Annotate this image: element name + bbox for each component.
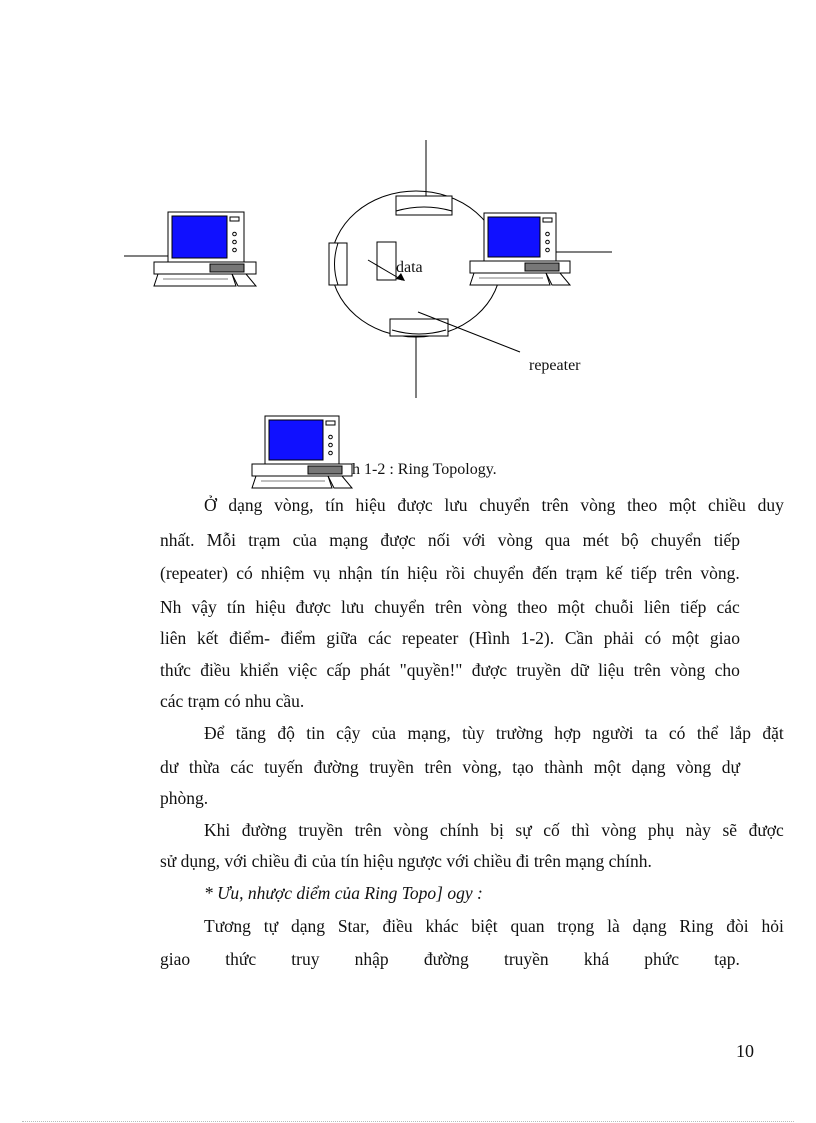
word: hiệu xyxy=(407,563,438,583)
word: dạng xyxy=(631,757,666,777)
word: điểm- xyxy=(229,628,270,648)
word: vòng xyxy=(580,495,616,515)
paragraph-line xyxy=(160,819,784,841)
word: Ring xyxy=(679,916,714,936)
word: chuyển xyxy=(374,597,425,617)
word: thức xyxy=(225,949,257,969)
word: chuỗi xyxy=(594,597,634,617)
word: được xyxy=(748,820,784,840)
word: vòng. xyxy=(700,563,740,583)
word: tiếp xyxy=(680,597,707,617)
section-heading: * Ưu, nhược diểm của Ring Topo] ogy : xyxy=(204,883,483,903)
word: có xyxy=(668,723,686,743)
word: nhiệm xyxy=(260,563,305,583)
word: được xyxy=(397,495,433,515)
word: khá xyxy=(583,949,610,969)
word: khác xyxy=(425,916,459,936)
word: duy xyxy=(757,495,784,515)
word: trọng xyxy=(557,916,595,936)
word: thừa xyxy=(188,757,220,777)
word: vụ xyxy=(312,563,331,583)
word: vòng xyxy=(497,530,533,550)
word: rồi xyxy=(445,563,466,583)
word: sự xyxy=(515,820,532,840)
word: với xyxy=(462,530,486,550)
word: tạp. xyxy=(714,949,740,969)
word: phát xyxy=(360,660,391,680)
word: thức xyxy=(160,660,191,680)
word: bộ xyxy=(621,530,639,550)
word: giữa xyxy=(326,628,358,648)
word: biệt xyxy=(471,916,498,936)
word: đến xyxy=(532,563,558,583)
word: Ở xyxy=(204,495,217,515)
word: thì xyxy=(571,820,590,840)
word: ta xyxy=(644,723,658,743)
ring-topology-diagram xyxy=(0,0,816,500)
computer-right-icon xyxy=(470,213,570,285)
word: hỏi xyxy=(761,916,784,936)
word: tin xyxy=(306,723,325,743)
word: trên xyxy=(665,563,693,583)
word: tùy xyxy=(462,723,485,743)
paragraph-line xyxy=(160,596,740,618)
word: trên xyxy=(541,495,569,515)
word: trên xyxy=(424,757,452,777)
word: tiếp xyxy=(630,563,657,583)
repeater-box-top xyxy=(396,196,452,215)
word: tiếp xyxy=(713,530,740,550)
word: tạo xyxy=(512,757,534,777)
computer-left-icon xyxy=(154,212,256,286)
word: đường xyxy=(423,949,469,969)
word: trên xyxy=(354,820,382,840)
word: vòng, xyxy=(274,495,314,515)
word: hiệu xyxy=(255,597,286,617)
word: có xyxy=(236,563,253,583)
word: nhất. xyxy=(160,530,195,550)
word: một xyxy=(671,628,700,648)
word: đường xyxy=(241,820,287,840)
paragraph-line xyxy=(160,659,740,681)
word: Nh xyxy=(160,597,182,617)
word: repeater xyxy=(401,628,459,648)
paragraph-line xyxy=(160,529,740,551)
word: người xyxy=(592,723,634,743)
word: các xyxy=(367,628,392,648)
word: lắp xyxy=(729,723,751,743)
word: tín xyxy=(325,495,344,515)
word: cho xyxy=(714,660,740,680)
word: giao xyxy=(709,628,740,648)
data-label: data xyxy=(396,259,423,276)
word: vòng xyxy=(676,757,712,777)
paragraph-line xyxy=(160,494,784,516)
word: hợp xyxy=(554,723,581,743)
word: hiệu xyxy=(355,495,386,515)
word: của xyxy=(371,723,397,743)
word: Tương xyxy=(204,916,251,936)
paragraph-line: các trạm có nhu cầu. xyxy=(160,691,305,711)
word: việc xyxy=(287,660,318,680)
word: "quyền!" xyxy=(399,660,463,680)
word: 1-2). xyxy=(520,628,555,648)
word: liên xyxy=(160,628,187,648)
word: Để xyxy=(204,723,225,743)
word: đòi xyxy=(726,916,749,936)
word: dữ xyxy=(570,660,589,680)
word: truy xyxy=(291,949,320,969)
word: chiều xyxy=(708,495,746,515)
word: là xyxy=(607,916,620,936)
word: Star, xyxy=(337,916,370,936)
word: có xyxy=(644,628,662,648)
word: cậy xyxy=(336,723,361,743)
word: nối xyxy=(427,530,451,550)
repeater-box-left xyxy=(329,243,347,285)
word: điều xyxy=(382,916,413,936)
word: trạm xyxy=(565,563,598,583)
word: tín xyxy=(226,597,246,617)
word: vòng, xyxy=(462,757,502,777)
word: tự xyxy=(263,916,279,936)
word: một xyxy=(669,495,697,515)
paragraph-line xyxy=(160,722,784,744)
word: vòng xyxy=(670,660,706,680)
word: chuyển xyxy=(650,530,702,550)
word: dạng xyxy=(228,495,263,515)
word: thành xyxy=(544,757,584,777)
word: được xyxy=(380,530,416,550)
word: nhập xyxy=(354,949,389,969)
word: dạng xyxy=(632,916,667,936)
word: điều xyxy=(200,660,231,680)
word: phụ xyxy=(647,820,675,840)
word: trạm xyxy=(248,530,281,550)
word: vòng xyxy=(393,820,429,840)
word: chuyển xyxy=(479,495,530,515)
word: cấp xyxy=(326,660,351,680)
paragraph-line: sử dụng, với chiều đi của tín hiệu ngược với chiều đi trên mạng chính. xyxy=(160,851,652,871)
word: giao xyxy=(160,949,191,969)
word: Khi xyxy=(204,820,231,840)
paragraph-line: phòng. xyxy=(160,788,209,808)
word: chuyển xyxy=(473,563,524,583)
word: (Hình xyxy=(469,628,510,648)
word: này xyxy=(685,820,711,840)
word: trên xyxy=(633,660,661,680)
word: tăng xyxy=(235,723,266,743)
word: điểm xyxy=(280,628,316,648)
word: các xyxy=(230,757,254,777)
word: một xyxy=(557,597,585,617)
word: truyền xyxy=(503,949,549,969)
word: tuyến xyxy=(264,757,304,777)
word: mét xyxy=(582,530,609,550)
word: khiển xyxy=(239,660,279,680)
word: lưu xyxy=(341,597,365,617)
word: vậy xyxy=(191,597,217,617)
word: trường xyxy=(495,723,543,743)
word: liệu xyxy=(598,660,625,680)
word: mạng xyxy=(329,530,369,550)
page-bottom-rule xyxy=(22,1121,794,1122)
word: thể xyxy=(696,723,719,743)
word: mạng, xyxy=(407,723,451,743)
word: nhận xyxy=(338,563,373,583)
word: dư xyxy=(160,757,179,777)
word: bị xyxy=(490,820,504,840)
word: của xyxy=(292,530,317,550)
paragraph-line xyxy=(160,948,740,970)
word: cố xyxy=(543,820,560,840)
word: truyền xyxy=(516,660,562,680)
word: được xyxy=(295,597,331,617)
word: kế xyxy=(605,563,623,583)
word: theo xyxy=(627,495,658,515)
word: sẽ xyxy=(722,820,738,840)
word: đường xyxy=(313,757,359,777)
word: kết xyxy=(196,628,219,648)
word: tín xyxy=(380,563,400,583)
word: (repeater) xyxy=(160,563,228,583)
paragraph-line xyxy=(160,756,740,778)
word: dự xyxy=(721,757,740,777)
word: các xyxy=(716,597,740,617)
word: Mỗi xyxy=(206,530,236,550)
word: quan xyxy=(510,916,545,936)
word: qua xyxy=(545,530,571,550)
paragraph-line xyxy=(160,627,740,649)
word: vòng xyxy=(472,597,508,617)
page-number: 10 xyxy=(736,1041,754,1061)
paragraph-line xyxy=(160,562,740,584)
word: đặt xyxy=(762,723,784,743)
word: truyền xyxy=(369,757,414,777)
repeater-box-bottom xyxy=(390,319,448,336)
word: phức xyxy=(644,949,679,969)
word: Cần xyxy=(564,628,594,648)
word: lưu xyxy=(444,495,468,515)
word: dạng xyxy=(290,916,325,936)
figure-caption: h 1-2 : Ring Topology. xyxy=(352,461,497,478)
word: chính xyxy=(439,820,479,840)
word: phải xyxy=(603,628,634,648)
word: một xyxy=(593,757,621,777)
paragraph-line xyxy=(160,915,784,937)
word: độ xyxy=(277,723,295,743)
word: trên xyxy=(434,597,463,617)
word: vòng xyxy=(601,820,637,840)
word: truyền xyxy=(298,820,344,840)
repeater-label: repeater xyxy=(529,357,581,374)
word: liên xyxy=(643,597,671,617)
word: được xyxy=(471,660,508,680)
computer-bottom-icon xyxy=(252,416,352,488)
word: theo xyxy=(517,597,548,617)
